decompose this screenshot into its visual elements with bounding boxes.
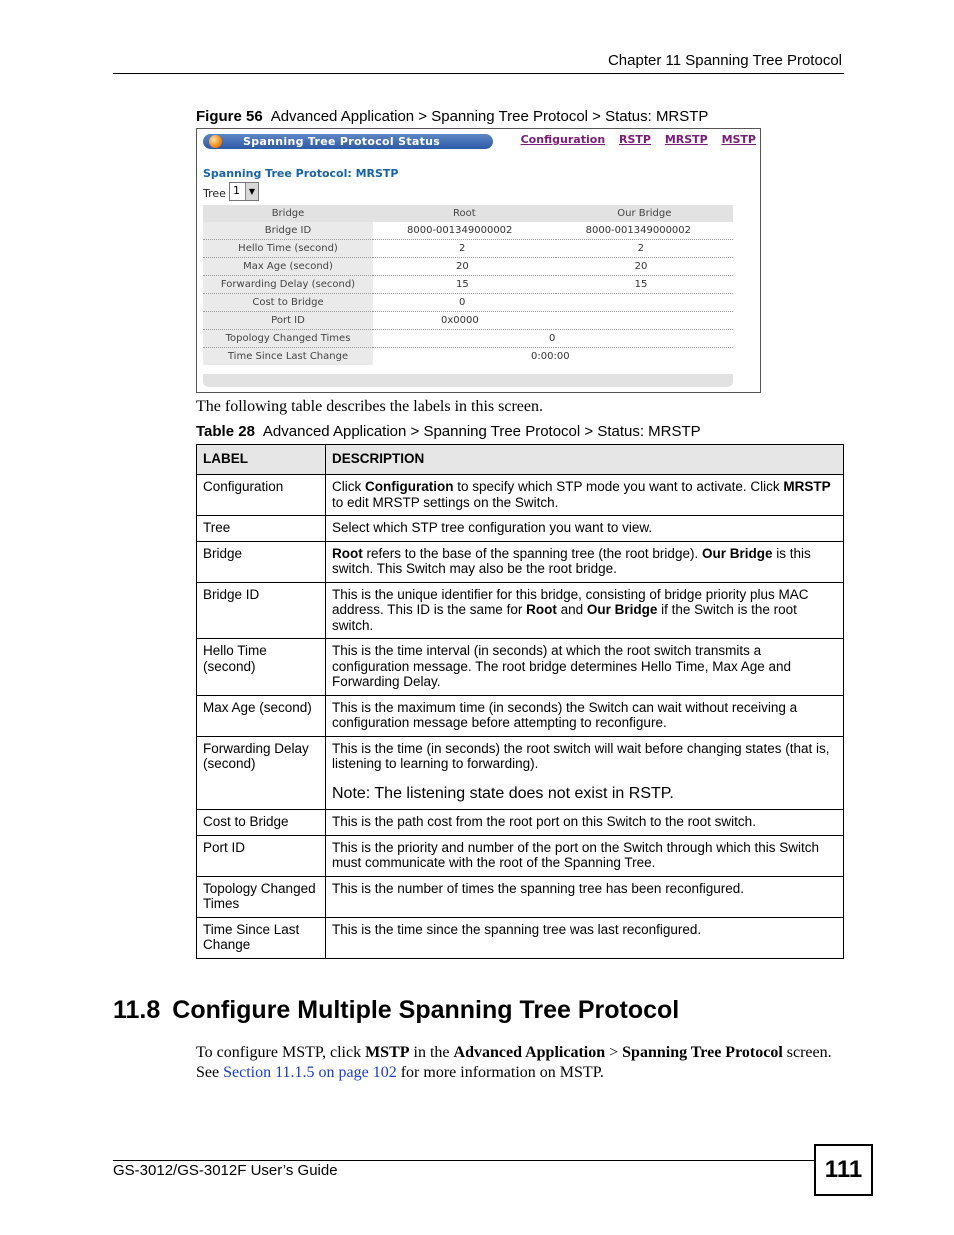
table-row xyxy=(197,736,844,810)
row-label: Hello Time (second) xyxy=(203,240,373,258)
root-value: 0x0000 xyxy=(373,312,556,330)
table-row xyxy=(203,222,733,240)
row-description: This is the priority and number of the port on the Switch through which this Switch must communicate with the root of the Spanning Tree. xyxy=(326,835,844,876)
tree-label: Tree xyxy=(203,187,226,200)
row-label: Bridge ID xyxy=(203,222,373,240)
row-label: Bridge ID xyxy=(197,582,326,639)
figure-label: Figure 56 xyxy=(196,108,263,125)
row-label: Cost to Bridge xyxy=(197,810,326,836)
desc-bold: MRSTP xyxy=(783,479,831,494)
row-label: Port ID xyxy=(203,312,373,330)
stp-status-screenshot xyxy=(196,128,761,393)
figure-caption xyxy=(196,108,708,125)
our-bridge-value: 15 xyxy=(556,276,733,294)
desc-text: to specify which STP mode you want to activate. Click xyxy=(453,479,784,494)
our-bridge-value: 20 xyxy=(556,258,733,276)
footer-rule xyxy=(113,1160,814,1161)
row-label: Cost to Bridge xyxy=(203,294,373,312)
row-description xyxy=(326,475,844,516)
table-row xyxy=(203,348,733,366)
desc-text: is this switch. This Switch may also be the root bridge. xyxy=(332,545,811,576)
table-row xyxy=(197,835,844,876)
screen-tabs xyxy=(511,133,756,146)
desc-text: refers to the base of the spanning tree (the root bridge). xyxy=(362,545,702,561)
section-number: 11.8 xyxy=(113,996,161,1024)
table-row xyxy=(197,917,844,958)
table-caption-text: Advanced Application > Spanning Tree Protocol > Status: MRSTP xyxy=(262,423,701,440)
our-bridge-value: 2 xyxy=(556,240,733,258)
para-bold: Advanced Application xyxy=(453,1044,606,1061)
table-row xyxy=(197,475,844,516)
col-our-bridge: Our Bridge xyxy=(556,205,733,222)
para-text: To configure MSTP, click xyxy=(196,1044,366,1061)
table-footer-bar xyxy=(203,374,733,387)
table-row xyxy=(197,582,844,639)
row-description: This is the number of times the spanning tree has been reconfigured. xyxy=(326,876,844,917)
tab-mrstp[interactable]: MRSTP xyxy=(664,133,708,146)
row-label: Topology Changed Times xyxy=(203,330,373,348)
row-label: Time Since Last Change xyxy=(197,917,326,958)
row-label: Time Since Last Change xyxy=(203,348,373,366)
header-rule xyxy=(113,73,844,74)
table-row xyxy=(203,276,733,294)
table-row xyxy=(203,312,733,330)
intro-text: The following table describes the labels in this screen. xyxy=(196,398,544,415)
root-value: 15 xyxy=(373,276,556,294)
chapter-header: Chapter 11 Spanning Tree Protocol xyxy=(607,52,842,69)
row-label: Max Age (second) xyxy=(203,258,373,276)
row-description xyxy=(326,736,844,810)
table-row xyxy=(197,810,844,836)
row-label: Topology Changed Times xyxy=(197,876,326,917)
row-description xyxy=(326,541,844,582)
chevron-down-icon[interactable]: ▼ xyxy=(245,183,258,200)
section-paragraph xyxy=(196,1043,844,1083)
table-row xyxy=(197,695,844,736)
row-description: This is the time interval (in seconds) at which the root switch transmits a configuration message. The root bridge determines Hello Time, Max Age and Forwarding Delay. xyxy=(326,639,844,696)
tab-mstp[interactable]: MSTP xyxy=(721,133,756,146)
root-value: 0 xyxy=(373,330,733,348)
tab-rstp[interactable]: RSTP xyxy=(619,133,651,146)
table-label: Table 28 xyxy=(196,423,255,440)
stp-status-table xyxy=(203,205,733,365)
root-value: 0:00:00 xyxy=(531,351,570,362)
table-row xyxy=(197,639,844,696)
title-bullet-icon xyxy=(209,135,222,148)
tab-configuration[interactable]: Configuration xyxy=(520,133,606,146)
para-text: in the xyxy=(409,1044,454,1061)
table-row xyxy=(197,541,844,582)
row-description: This is the path cost from the root port on this Switch to the root switch. xyxy=(326,810,844,836)
para-text: screen. See xyxy=(196,1044,832,1081)
row-description xyxy=(326,582,844,639)
desc-text: to edit MRSTP settings on the Switch. xyxy=(332,494,559,510)
desc-bold: Configuration xyxy=(365,479,454,494)
row-description: Select which STP tree configuration you want to view. xyxy=(326,516,844,542)
page-number: 111 xyxy=(814,1144,873,1196)
table-row xyxy=(203,258,733,276)
tree-select[interactable] xyxy=(229,182,259,201)
row-label: Tree xyxy=(197,516,326,542)
para-bold: MSTP xyxy=(365,1044,410,1061)
row-label: Max Age (second) xyxy=(197,695,326,736)
para-bold: Spanning Tree Protocol xyxy=(622,1044,783,1061)
root-value: 20 xyxy=(373,258,556,276)
row-description: This is the maximum time (in seconds) the Switch can wait without receiving a configuration message before attempting to reconfigure. xyxy=(326,695,844,736)
status-title: Spanning Tree Protocol Status xyxy=(243,135,441,148)
mrstp-subtitle: Spanning Tree Protocol: MRSTP xyxy=(203,167,399,180)
tree-select-value: 1 xyxy=(233,184,240,197)
para-text: for more information on MSTP. xyxy=(396,1064,604,1081)
col-bridge: Bridge xyxy=(203,205,373,222)
row-label: Hello Time (second) xyxy=(197,639,326,696)
our-bridge-value xyxy=(556,294,733,312)
root-value: 8000-001349000002 xyxy=(373,222,556,240)
header-label: LABEL xyxy=(197,445,326,475)
table-row xyxy=(197,876,844,917)
desc-text: if the Switch is the root switch. xyxy=(332,602,797,633)
table-caption xyxy=(196,423,701,440)
root-value: 2 xyxy=(373,240,556,258)
guide-title: GS-3012/GS-3012F User’s Guide xyxy=(113,1162,338,1179)
our-bridge-value xyxy=(556,312,733,330)
row-label: Forwarding Delay (second) xyxy=(203,276,373,294)
desc-text: Click xyxy=(332,479,365,494)
section-link[interactable]: Section 11.1.5 on page 102 xyxy=(223,1064,397,1081)
status-title-bar xyxy=(203,134,493,149)
row-label: Configuration xyxy=(197,475,326,516)
root-value: 0 xyxy=(373,294,556,312)
col-root: Root xyxy=(373,205,556,222)
figure-caption-text: Advanced Application > Spanning Tree Protocol > Status: MRSTP xyxy=(270,108,709,125)
table-row xyxy=(203,240,733,258)
header-description: DESCRIPTION xyxy=(326,445,844,475)
desc-text: and xyxy=(556,602,587,617)
note-text: Note: The listening state does not exist in RSTP. xyxy=(332,784,674,802)
desc-bold: Our Bridge xyxy=(701,545,773,561)
desc-bold: Our Bridge xyxy=(586,602,658,617)
table-row xyxy=(203,294,733,312)
row-label: Forwarding Delay (second) xyxy=(197,736,326,810)
table-row xyxy=(197,516,844,542)
row-description: This is the time since the spanning tree was last reconfigured. xyxy=(326,917,844,958)
our-bridge-value: 8000-001349000002 xyxy=(556,222,733,240)
desc-bold: Root xyxy=(526,602,557,617)
desc-text: This is the unique identifier for this bridge, consisting of bridge priority plus MAC address. This ID is the same for xyxy=(332,586,809,617)
section-title: Configure Multiple Spanning Tree Protocol xyxy=(172,996,680,1024)
row-label: Port ID xyxy=(197,835,326,876)
desc-text: This is the time (in seconds) the root switch will wait before changing states (that is, listening to learning to forwarding). xyxy=(332,740,830,771)
table-row xyxy=(203,330,733,348)
label-description-table xyxy=(196,444,844,959)
desc-bold: Root xyxy=(332,545,363,561)
para-text: > xyxy=(605,1044,623,1061)
row-label: Bridge xyxy=(197,541,326,582)
section-heading xyxy=(113,996,691,1025)
